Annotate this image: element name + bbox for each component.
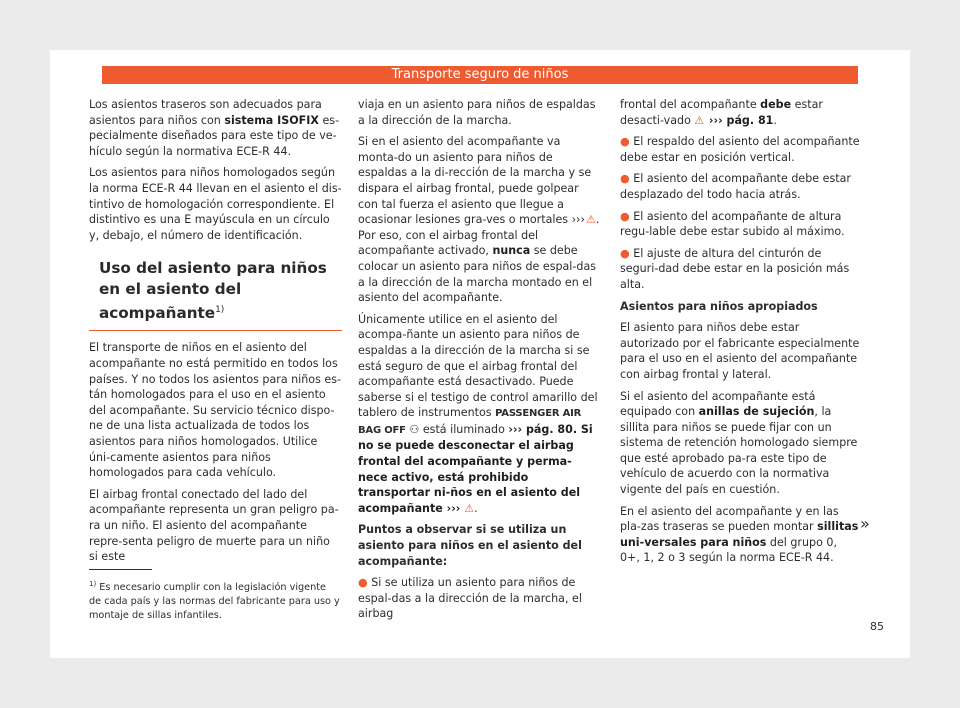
bullet-item: ● Si se utiliza un asiento para niños de espal-das a la dirección de la marcha, el airbag — [358, 576, 582, 621]
paragraph-must-deactivate: frontal del acompañante debe estar desacti-vado ⚠ ››› pág. 81. — [620, 98, 823, 127]
continue-icon: » — [860, 514, 870, 533]
subheading-appropriate: Asientos para niños apropiados — [620, 299, 818, 313]
paragraph-anchoring: Si el asiento del acompañante está equipado con anillas de sujeción, la sillita para niños se puede fijar con un sistema de retención homologado siempre que esté aprobado pa-ra este tipo de vehículo de acuerdo con la normativa vigente del país en cuestión. — [620, 389, 858, 497]
footnote-ref: 1) — [215, 305, 225, 316]
bullet-icon: ● — [358, 576, 368, 590]
bullet-item: ● El asiento del acompañante debe estar desplazado del todo hacia atrás. — [620, 172, 851, 201]
paragraph-homologation: Los asientos para niños homologados según la norma ECE-R 44 llevan en el asiento el dis-tintivo de homologación correspondiente. El distintivo es una E mayúscula en un círculo y, debajo, el número de identificación. — [89, 166, 342, 242]
section-heading: Uso del asiento para niños en el asiento del acompañante$^{1)}$ — [89, 258, 342, 331]
page-number: 85 — [870, 620, 884, 633]
section-banner: Transporte seguro de niños — [102, 66, 858, 84]
paragraph-universal: En el asiento del acompañante y en las pla-zas traseras se pueden montar sillitas uni-versales para niños del grupo 0, 0+, 1, 2 o 3 según la norma ECE-R 44. — [620, 504, 859, 565]
bullet-item: ● El ajuste de altura del cinturón de seguri-dad debe estar en la posición más alta. — [620, 246, 850, 291]
paragraph-transport: El transporte de niños en el asiento del acompañante no está permitido en todos los países. Y no todos los asientos para niños es-tán homologados para el uso en el asiento del acompañante. Su servicio técnico dispo-ne de una lista actualizada de todos los asientos para niños homologados. Utilice úni-camente asientos para niños homologados para cada vehículo. — [89, 341, 341, 480]
paragraph-airbag-danger: El airbag frontal conectado del lado del acompañante representa un gran peligro pa-ra un niño. El asiento del acompañante repre-senta peligro de muerte para un niño si este — [89, 487, 339, 564]
subheading-points: Puntos a observar si se utiliza un asiento para niños en el asiento del acompañante: — [358, 523, 582, 568]
column-3 — [620, 97, 860, 572]
airbag-off-label: PASSENGER AIR BAG OFF — [358, 408, 582, 436]
bullet-icon: ● — [620, 172, 630, 186]
warning-icon: ⚠ — [694, 113, 705, 127]
bullet-icon: ● — [620, 209, 630, 223]
column-2 — [358, 97, 601, 628]
paragraph-isofix: Los asientos traseros son adecuados para asientos para niños con sistema ISOFIX es-pecialmente diseñados para este tipo de ve-hículo según la normativa ECE-R 44. — [89, 98, 340, 158]
bullet-item: ● El respaldo del asiento del acompañante debe estar en posición vertical. — [620, 135, 860, 164]
footnote: $^{1)}$ Es necesario cumplir con la legislación vigente de cada país y las normas del fabricante para uso y montaje de sillas infantiles. — [89, 580, 340, 622]
column-1 — [89, 97, 342, 571]
warning-icon: ⚠ — [464, 501, 475, 515]
warning-icon: ⚠ — [586, 213, 596, 227]
paragraph-deactivated: Únicamente utilice en el asiento del acompa-ñante un asiento para niños de espaldas a la dirección de la marcha si se está seguro de que el airbag frontal del acompañante está desactivado. Puede saberse si el testigo de control amarillo del tablero de instrumentos PASSENGER AIR BAG OFF ⚇ está iluminado ››› pág. 80. Si no se puede desconectar el airbag frontal del acompañante y perma-nece activo, está prohibido transportar ni-ños en el asiento del acompañante ››› ⚠. — [358, 312, 598, 515]
paragraph-authorized: El asiento para niños debe estar autorizado por el fabricante especialmente para el uso en el asiento del acompañante con airbag frontal y lateral. — [620, 321, 860, 381]
paragraph-continuation: viaja en un asiento para niños de espaldas a la dirección de la marcha. — [358, 98, 596, 127]
bullet-icon: ● — [620, 135, 630, 149]
paragraph-rear-facing: Si en el asiento del acompañante va monta-do un asiento para niños de espaldas a la di-rección de la marcha y se dispara el airbag frontal, puede golpear con tal fuerza el asiento que llegue a ocasionar lesiones gra-ves o mortales ››› ⚠. Por eso, con el airbag frontal del acompañante activado, nunca se debe colocar un asiento para niños de espal-das a la dirección de la marcha montado en el asiento del acompañante. — [358, 135, 600, 305]
footnote-divider — [89, 569, 152, 570]
bullet-item: ● El asiento del acompañante de altura regu-lable debe estar subido al máximo. — [620, 209, 845, 239]
bullet-icon: ● — [620, 246, 630, 260]
airbag-off-icon: ⚇ — [409, 422, 420, 436]
